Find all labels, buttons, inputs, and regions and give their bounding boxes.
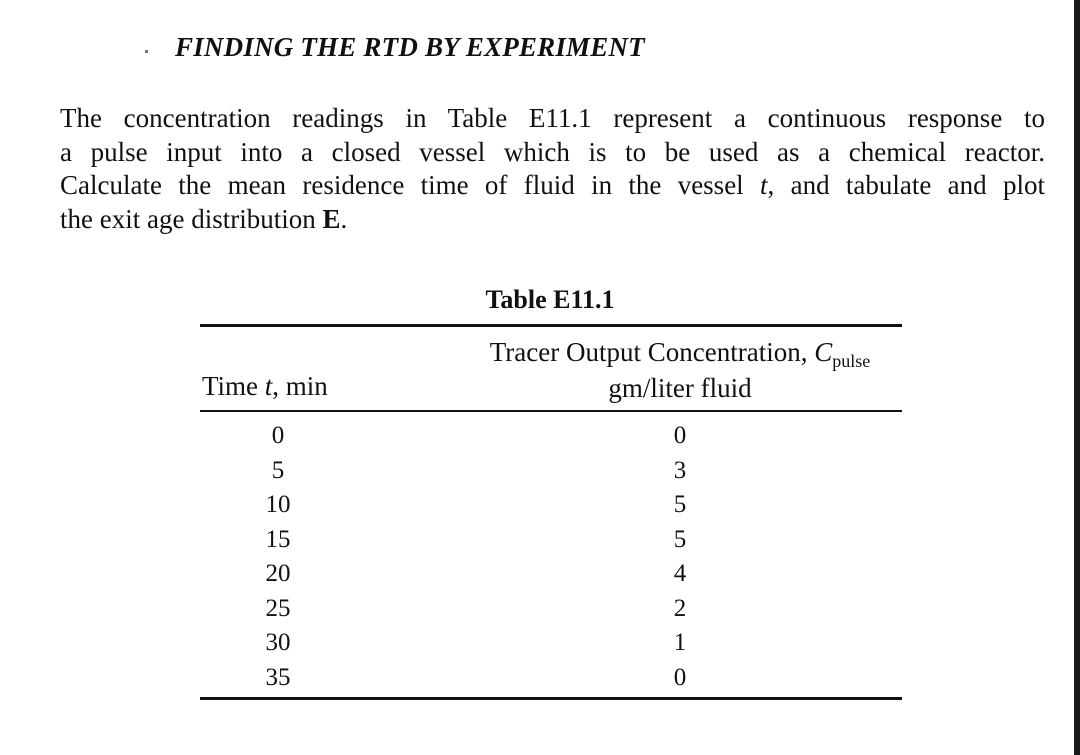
column-header-time: [202, 371, 328, 402]
concentration-cell: 0: [673, 422, 687, 449]
paragraph-line-3: [60, 169, 1045, 203]
time-cell: 35: [265, 663, 291, 691]
line3-var-t: t: [760, 170, 768, 200]
concentration-cell: 5: [673, 525, 687, 553]
time-cell: 20: [265, 560, 291, 587]
time-cell: 15: [265, 525, 291, 553]
time-header-var: t: [264, 371, 273, 401]
concentration-cell: 2: [673, 594, 687, 622]
table-body: [0, 422, 1080, 698]
time-cell: 0: [271, 422, 285, 449]
time-cell: 5: [271, 456, 285, 484]
table-bottom-rule: [200, 697, 902, 700]
concentration-cell: 5: [673, 491, 687, 518]
time-cell: 10: [265, 491, 291, 518]
section-heading: FINDING THE RTD BY EXPERIMENT: [175, 32, 645, 62]
conc-header-var: C: [814, 337, 833, 367]
line3-text-a: Calculate the mean residence time of fluid in the vessel: [60, 170, 760, 200]
conc-header-line-1: [440, 336, 920, 372]
time-header-text: Time: [202, 371, 265, 401]
conc-header-subscript: pulse: [832, 351, 871, 371]
table-row: [0, 629, 1080, 664]
margin-dot: [145, 50, 148, 53]
conc-header-line-2: gm/liter fluid: [608, 373, 752, 403]
time-header-unit: , min: [272, 371, 328, 401]
table-row: [0, 457, 1080, 492]
table-title: Table E11.1: [485, 285, 615, 314]
line3-text-b: , and tabulate and plot: [767, 170, 1045, 200]
time-cell: 30: [265, 629, 291, 656]
column-header-concentration: [440, 336, 920, 405]
table-row: [0, 664, 1080, 699]
table-header-rule: [200, 410, 902, 412]
line4-text-b: .: [340, 203, 348, 234]
paragraph-line-1: The concentration readings in Table E11.1 represent a continuous response to: [60, 103, 1045, 133]
conc-header-text: Tracer Output Concentration,: [489, 337, 815, 367]
concentration-cell: 0: [673, 663, 687, 691]
line4-var-E: E: [322, 203, 341, 234]
paragraph-line-4: [60, 203, 1045, 237]
time-cell: 25: [265, 594, 291, 622]
table-row: [0, 526, 1080, 561]
problem-paragraph: [60, 102, 1045, 236]
table-row: [0, 491, 1080, 526]
line4-text-a: the exit age distribution: [60, 203, 323, 234]
table-top-rule: [200, 324, 902, 327]
table-row: [0, 422, 1080, 457]
concentration-cell: 1: [673, 629, 687, 656]
concentration-cell: 4: [673, 560, 687, 587]
concentration-cell: 3: [673, 456, 687, 484]
table-row: [0, 595, 1080, 630]
paragraph-line-2: a pulse input into a closed vessel which is to be used as a chemical reactor.: [60, 136, 1045, 167]
table-row: [0, 560, 1080, 595]
